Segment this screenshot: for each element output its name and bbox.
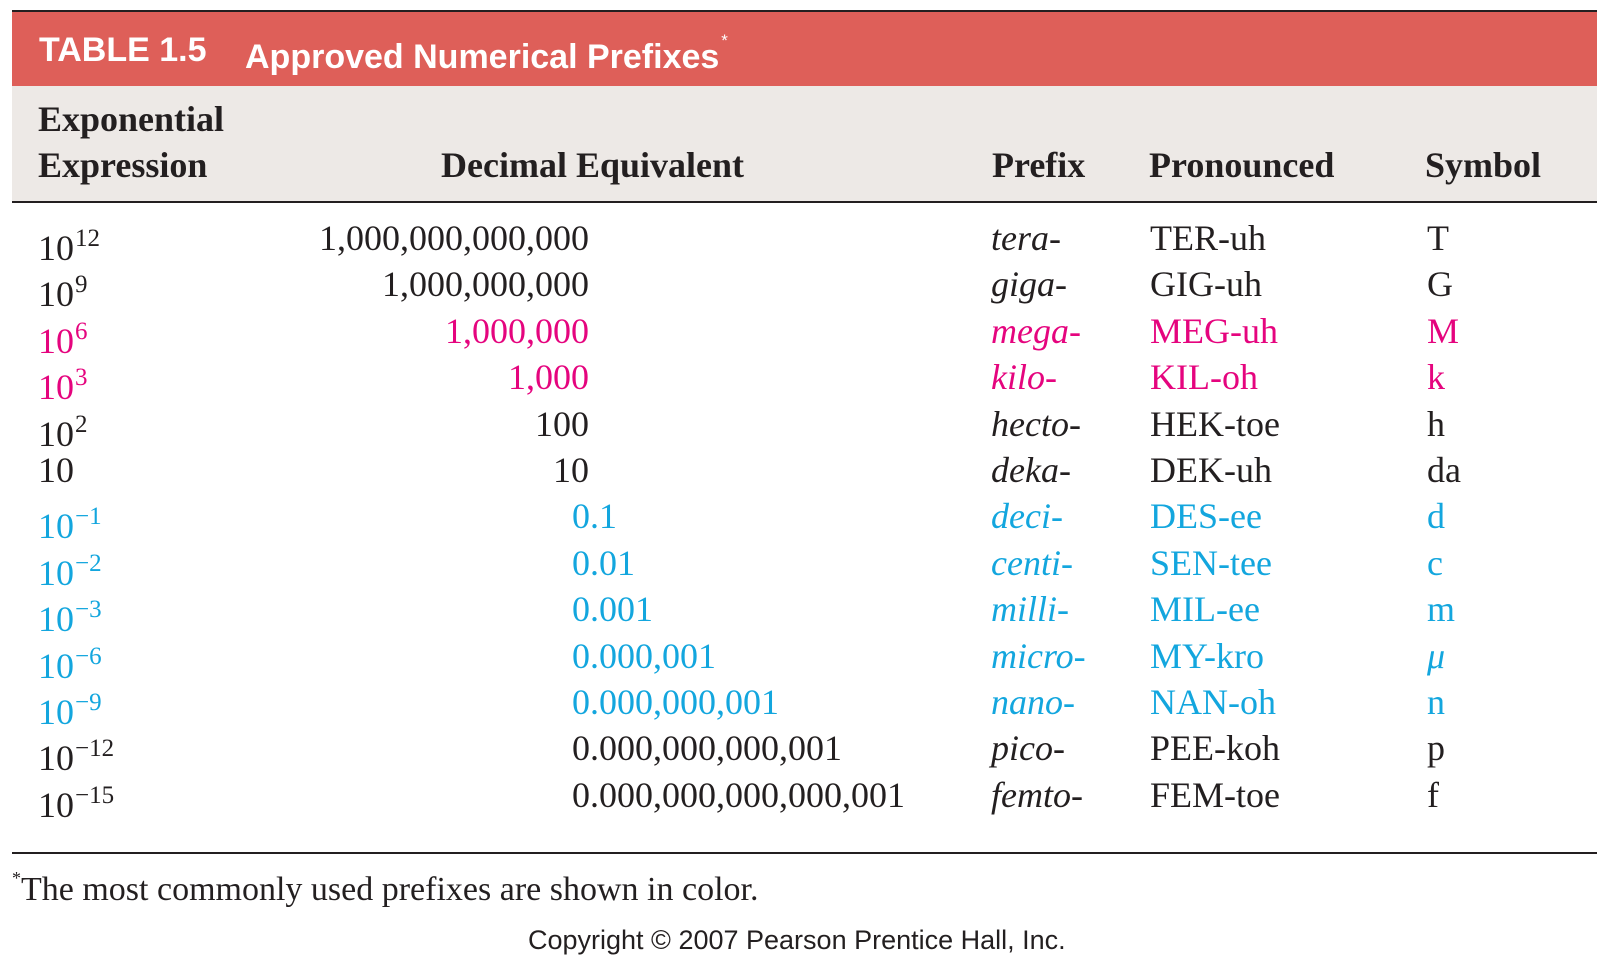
decimal-equivalent: 100 xyxy=(535,403,589,444)
exponent-base: 10 xyxy=(38,450,74,490)
table-title-text: Approved Numerical Prefixes xyxy=(245,38,720,76)
decimal-equivalent: 1,000,000,000 xyxy=(382,264,589,305)
table-row xyxy=(0,772,1600,825)
header-decimal-equivalent: Decimal Equivalent xyxy=(441,145,744,185)
table-row xyxy=(0,308,1600,361)
pronunciation: NAN-oh xyxy=(1150,682,1276,722)
table-row xyxy=(0,679,1600,732)
exponent-base: 10 xyxy=(38,784,74,825)
bottom-rule xyxy=(12,852,1597,854)
exponent-base: 10 xyxy=(38,320,74,361)
pronunciation: MIL-ee xyxy=(1150,589,1260,630)
prefix-symbol: m xyxy=(1427,589,1456,630)
exponent-power: 2 xyxy=(75,410,88,438)
exponent-power: −2 xyxy=(75,549,102,577)
pronunciation: HEK-toe xyxy=(1150,403,1280,444)
pronunciation: SEN-tee xyxy=(1150,542,1272,583)
prefix-symbol: d xyxy=(1427,496,1445,537)
table-row xyxy=(0,725,1600,779)
exponent-base: 10 xyxy=(38,367,74,408)
exponent-base: 10 xyxy=(38,738,74,779)
prefix-symbol: h xyxy=(1427,403,1445,444)
prefix-symbol: M xyxy=(1427,310,1460,351)
footnote-marker: * xyxy=(12,868,21,888)
decimal-equivalent: 1,000,000,000,000 xyxy=(319,218,589,258)
pronunciation: KIL-oh xyxy=(1150,357,1258,398)
pronunciation: MEG-uh xyxy=(1150,310,1278,351)
table-footnote xyxy=(12,868,758,909)
exponent-power: −1 xyxy=(75,503,102,531)
decimal-equivalent: 0.001 xyxy=(572,589,653,630)
prefix-name: giga- xyxy=(991,264,1067,305)
prefix-symbol: G xyxy=(1427,264,1453,305)
table-row xyxy=(0,447,1600,494)
exponent-base: 10 xyxy=(38,274,74,315)
exponential-expression xyxy=(38,772,114,829)
exponent-base: 10 xyxy=(38,506,74,547)
exponent-base: 10 xyxy=(38,413,74,454)
exponent-power: −9 xyxy=(75,689,102,716)
header-prefix: Prefix xyxy=(992,145,1086,185)
prefix-name: deci- xyxy=(991,496,1063,537)
decimal-equivalent: 0.000,000,000,001 xyxy=(572,728,842,769)
exponent-base: 10 xyxy=(38,552,74,593)
prefix-symbol: n xyxy=(1427,682,1445,722)
prefix-name: femto- xyxy=(991,774,1083,815)
pronunciation: DEK-uh xyxy=(1150,450,1272,490)
prefix-name: centi- xyxy=(991,542,1073,583)
pronunciation: FEM-toe xyxy=(1150,774,1280,815)
exponential-expression xyxy=(38,447,74,494)
prefix-name: tera- xyxy=(991,218,1061,258)
exponent-power: 3 xyxy=(75,364,88,392)
prefix-name: deka- xyxy=(991,450,1071,490)
prefix-name: mega- xyxy=(991,310,1081,351)
decimal-equivalent: 0.000,000,000,000,001 xyxy=(572,774,905,815)
table-row xyxy=(0,586,1600,640)
prefix-name: hecto- xyxy=(991,403,1081,444)
prefix-symbol: da xyxy=(1427,450,1461,490)
header-pronounced: Pronounced xyxy=(1149,145,1335,185)
table-row xyxy=(0,354,1600,408)
pronunciation: DES-ee xyxy=(1150,496,1262,537)
exponent-power: 12 xyxy=(75,225,100,252)
decimal-equivalent: 0.000,001 xyxy=(572,635,716,676)
prefix-symbol: f xyxy=(1427,774,1439,815)
prefix-symbol: k xyxy=(1427,357,1445,398)
pronunciation: GIG-uh xyxy=(1150,264,1262,305)
pronunciation: MY-kro xyxy=(1150,635,1264,676)
footnote-text: The most commonly used prefixes are shown in color. xyxy=(21,871,759,908)
table-row xyxy=(0,633,1600,686)
table-row xyxy=(0,215,1600,268)
table-row xyxy=(0,261,1600,315)
exponent-power: −3 xyxy=(75,596,102,624)
prefix-name: milli- xyxy=(991,589,1069,630)
exponent-base: 10 xyxy=(38,645,74,686)
decimal-equivalent: 0.01 xyxy=(572,542,635,583)
prefix-name: nano- xyxy=(991,682,1075,722)
prefix-symbol: T xyxy=(1427,218,1449,258)
prefix-name: kilo- xyxy=(991,357,1057,398)
decimal-equivalent: 1,000,000 xyxy=(445,310,589,351)
table-row xyxy=(0,493,1600,547)
prefix-symbol: c xyxy=(1427,542,1443,583)
exponent-power: −6 xyxy=(75,642,102,670)
exponent-power: −15 xyxy=(75,781,115,809)
exponent-base: 10 xyxy=(38,692,74,732)
exponent-power: 9 xyxy=(75,271,88,299)
decimal-equivalent: 1,000 xyxy=(508,357,589,398)
copyright-notice: Copyright © 2007 Pearson Prentice Hall, Inc. xyxy=(528,925,1066,955)
header-exponential-line2: Expression xyxy=(38,145,208,185)
exponent-power: 6 xyxy=(75,317,88,345)
table-row xyxy=(0,540,1600,593)
table-label: TABLE 1.5 xyxy=(39,31,207,69)
decimal-equivalent: 10 xyxy=(553,450,589,490)
table-row xyxy=(0,401,1600,454)
header-symbol: Symbol xyxy=(1425,145,1542,185)
prefix-name: pico- xyxy=(991,728,1065,769)
decimal-equivalent: 0.1 xyxy=(572,496,617,537)
pronunciation: PEE-koh xyxy=(1150,728,1280,769)
prefix-symbol: μ xyxy=(1427,635,1446,676)
header-exponential-line1: Exponential xyxy=(38,99,225,139)
exponent-power: −12 xyxy=(75,735,115,763)
decimal-equivalent: 0.000,000,001 xyxy=(572,682,779,722)
exponent-base: 10 xyxy=(38,228,74,268)
table-title-marker: * xyxy=(721,31,728,50)
exponent-base: 10 xyxy=(38,599,74,640)
prefix-symbol: p xyxy=(1427,728,1445,769)
prefix-name: micro- xyxy=(991,635,1086,676)
pronunciation: TER-uh xyxy=(1150,218,1266,258)
